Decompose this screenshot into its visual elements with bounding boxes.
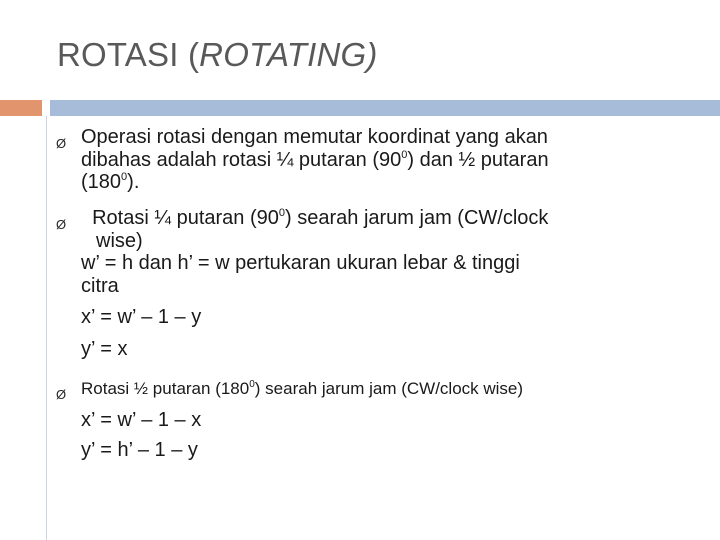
list-item: [81, 126, 681, 194]
accent-bar-orange: [0, 100, 42, 116]
divider-line: [46, 116, 47, 540]
bullet-arrow-icon: Ø: [56, 387, 67, 402]
slide-title: [57, 36, 378, 74]
formula-line: y’ = h’ – 1 – y: [81, 439, 198, 461]
list-item: [81, 378, 681, 462]
bullet-arrow-icon: Ø: [56, 217, 67, 232]
text-line: w’ = h dan h’ = w pertukaran ukuran lebar & tinggi: [81, 252, 520, 274]
accent-bar-blue: [50, 100, 720, 116]
list-item: [81, 207, 681, 360]
text-line: Rotasi ¼ putaran $(90^0)$ searah jarum jam (CW/clock: [81, 207, 549, 229]
text-line: $(180^0)$.: [81, 171, 140, 193]
formula-line: x’ = w’ – 1 – y: [81, 306, 202, 328]
text-line: Operasi rotasi dengan memutar koordinat yang akan: [81, 126, 548, 148]
text-line: Rotasi ½ putaran $(180^0)$ searah jarum jam (CW/clock wise): [81, 379, 524, 398]
title-italic: ROTATING): [199, 36, 378, 73]
text-line: citra: [81, 274, 119, 297]
bullet-arrow-icon: Ø: [56, 136, 67, 151]
formula-line: y’ = x: [81, 337, 128, 360]
text-line: dibahas adalah rotasi ¼ putaran $(90^0)$ dan ½ putaran: [81, 148, 549, 171]
formula-line: x’ = w’ – 1 – x: [81, 408, 202, 431]
text-line: wise): [96, 229, 143, 252]
title-main: ROTASI (: [57, 36, 200, 73]
